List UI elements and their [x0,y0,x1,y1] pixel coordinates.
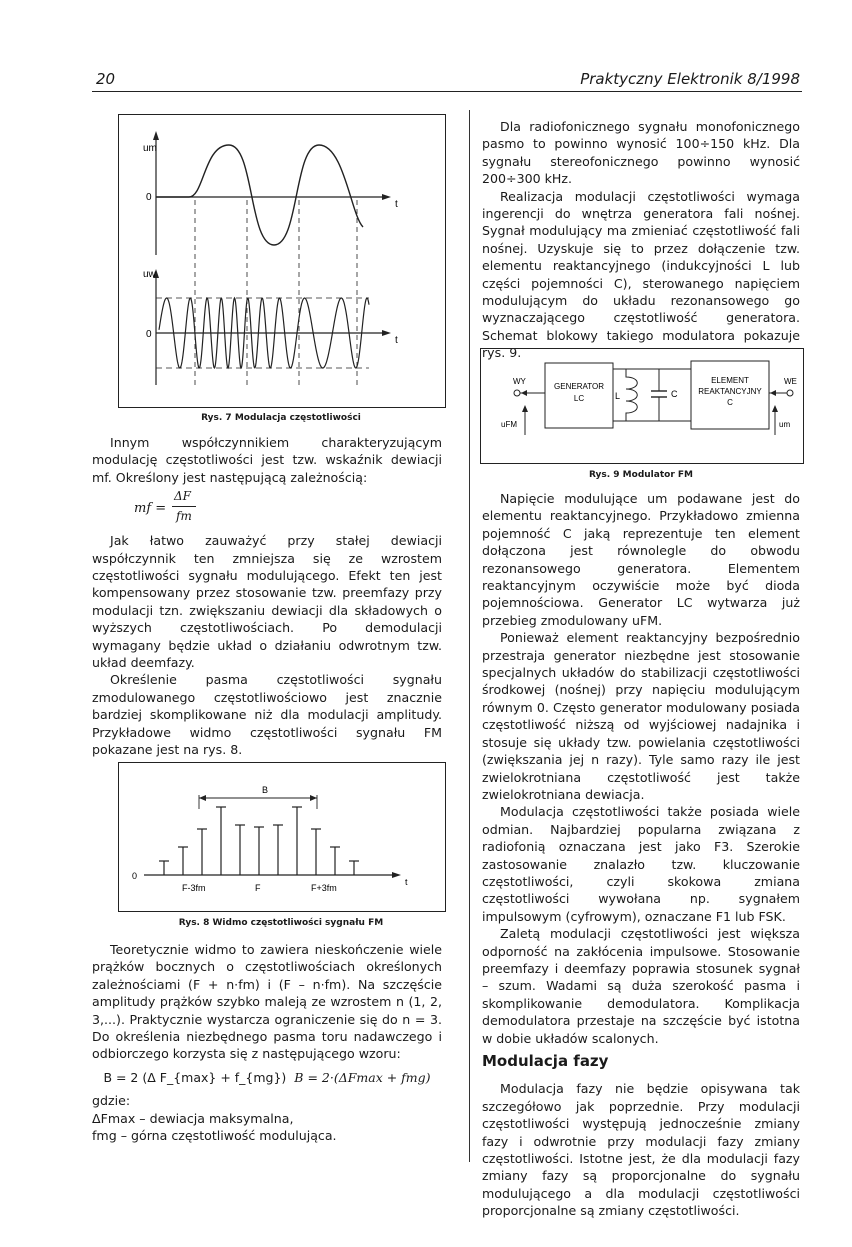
right-column-bottom [482,490,800,1220]
svg-text:C: C [671,389,678,399]
left-p3: Określenie pasma częstotliwości sygnału zmodulowanego częstotliwościowo jest znacznie bardziej skomplikowane niż dla modulacji amplitudy. Przykładowe widmo częstotliwości sygnału FM pokazane jest na rys. 8. [92,672,442,758]
right-p3: Napięcie modulujące um podawane jest do elementu reaktancyjnego. Przykładowo zmienna pojemność C jaką reprezentuje ten element dołączona jest równolegle do obwodu rezonansowego generatora. Elementem reaktancyjnym oczywiście może być dioda pojemnościowa. Generator LC wytwarza już przebieg zmodulowany uFM. [482,491,800,628]
fig8-tick-right: F+3fm [311,883,337,893]
fig9-wy-terminal [514,390,520,396]
svg-text:ELEMENT: ELEMENT [711,376,749,385]
formula-b: B = 2 (Δ F_{max} + f_{mg}) B = 2·(ΔFmax + fmg) [103,1069,431,1085]
fig7-uw-label: uw [143,269,156,280]
fig9-inductor [626,369,637,421]
figure-8-caption: Rys. 8 Widmo częstotliwości sygnału FM [178,918,384,928]
fig9-wy: WY [513,377,526,386]
fig7-modulating-wave [156,145,363,245]
fig9-we: WE [784,377,797,386]
svg-text:C: C [727,398,733,407]
fig8-t: t [405,877,408,887]
formula-mf: mf = ΔF fm [92,486,442,532]
svg-text:LC: LC [573,394,585,403]
right-p5: Modulacja częstotliwości także posiada wiele odmian. Najbardziej popularna związana z radiofonią oznaczana jest jako F3. Szerokie zastosowanie znalazło tzw. kluczowanie częstotliwości, czyli skokowa zmiana częstotliwości wywołana np. sygnałem impulsowym (cyfrowym), oznaczane F1 lub FSK. [482,804,800,924]
fig7-zero-top: 0 [146,192,152,203]
right-column-top [482,118,800,362]
header-rule [92,91,802,92]
fig8-zero: 0 [132,871,138,881]
figure-9-caption: Rys. 9 Modulator FM [588,470,693,480]
fig7-t-bottom: t [395,335,398,346]
gdzie-label: gdzie: [92,1093,131,1109]
fig8-tick-left: F-3fm [182,883,206,893]
fig7-t-top: t [395,199,398,210]
right-p2: Realizacja modulacji częstotliwości wymaga ingerencji do wnętrza generatora fali nośnej. Sygnał modulujący ma zmieniać częstotliwość fali nośnej. Uzyskuje się to przez dołączenie tzw. elementu reaktancyjnego (indukcyjności L lub części pojemności C), sterowanego napięciem modulującym do układu rezonansowego go wyznaczającego częstotliwość generatora. Schemat blokowy takiego modulatora pokazuje rys. 9. [482,188,800,361]
figure-9 [480,348,804,464]
left-p1: Innym współczynnikiem charakteryzującym modulację częstotliwości jest tzw. wskaźnik dewiacji mf. Określony jest następującą zależnością: [92,435,442,485]
fig7-zero-bottom: 0 [146,329,152,340]
fig9-we-terminal [787,390,793,396]
left-p4: Teoretycznie widmo to zawiera nieskończenie wiele prążków bocznych o częstotliwościach określonych zależnościami (F + n·fm) i (F – n·fm). Na szczęście amplitudy prążków szybko maleją ze wzrostem n (1, 2, 3,...). Praktycznie wystarcza ograniczenie się do n = 3. Do określenia niezbędnego pasma toru nadawczego i odbiorczego korzysta się z następującego wzoru: [92,942,442,1062]
right-p4: Ponieważ element reaktancyjny bezpośrednio przestraja generator niezbędne jest stosowanie specjalnych układów do stabilizacji częstotliwości środkowej (nośnej) przy napięciu modulującym równym 0. Często generator modulowany posiada częstotliwość niższą od wyjściowej nadajnika i stosuje się układy tzw. powielania częstotliwości (zwiększania jej n razy). Tyle samo razy ile jest zwielokrotniana częstotliwość jest także zwielokrotniana dewiacja. [482,630,800,802]
left-p2: Jak łatwo zauważyć przy stałej dewiacji współczynnik ten zmniejsza się ze wzrostem częstotliwości sygnału modulującego. Efekt ten jest kompensowany przez stosowanie tzw. preemfazy przy modulacji tzn. zwiększaniu dewiacji dla składowych o wyższych częstotliwościach. Po demodulacji wymagany będzie układ o działaniu odwrotnym tzw. układ deemfazy. [92,533,442,671]
def-dfmax: ΔFmax – dewiacja maksymalna, [92,1110,294,1126]
fig9-um: um [779,420,791,429]
right-p6: Zaletą modulacji częstotliwości jest większa odporność na zakłócenia impulsowe. Stosowanie preemfazy i deemfazy poprawia stosunek sygnał – szum. Wadami są duża szerokość pasma i skomplikowanie demodulatora. Komplikacja demodulatora przestaje na szczęście być istotna w dobie układów scalonych. [482,926,800,1046]
fig8-tick-center: F [255,883,261,893]
figure-8-diagram [119,763,445,911]
figure-7 [118,114,446,408]
column-separator [469,110,470,1162]
svg-text:GENERATOR: GENERATOR [554,382,604,391]
fig9-ufm: uFM [501,420,517,429]
figure-8 [118,762,446,912]
svg-text:REAKTANCYJNY: REAKTANCYJNY [698,387,762,396]
fig7-um-label: um [143,143,157,154]
section-heading-modulacja-fazy: Modulacja fazy [482,1052,609,1070]
journal-title: Praktyczny Elektronik 8/1998 [580,70,800,88]
left-column-bottom [92,941,442,1144]
fig8-b-label: B [262,785,269,795]
svg-text:L: L [615,391,621,401]
fig8-spectrum-lines [159,807,359,875]
left-column-top [92,434,442,759]
figure-7-caption: Rys. 7 Modulacja częstotliwości [201,413,361,423]
right-p1: Dla radiofonicznego sygnału monofonicznego pasmo to powinno wynosić 100÷150 kHz. Dla sygnału stereofonicznego powinno wynosić 200÷300 kHz. [482,119,800,187]
figure-7-diagram [119,115,445,407]
def-fmg: fmg – górna częstotliwość modulująca. [92,1128,337,1144]
right-p7: Modulacja fazy nie będzie opisywana tak szczegółowo jak poprzednie. Przy modulacji częstotliwości występują jednocześnie zmiany fazy i odwrotnie przy modulacji fazy zmiany częstotliwości. Istotne jest, że dla modulacji fazy zmiany fazy są proporcjonalne do sygnału modulującego a dla modulacji częstotliwości proporcjonalne są zmiany częstotliwości. [482,1081,800,1219]
figure-9-diagram [481,349,803,463]
page-number: 20 [96,70,116,88]
